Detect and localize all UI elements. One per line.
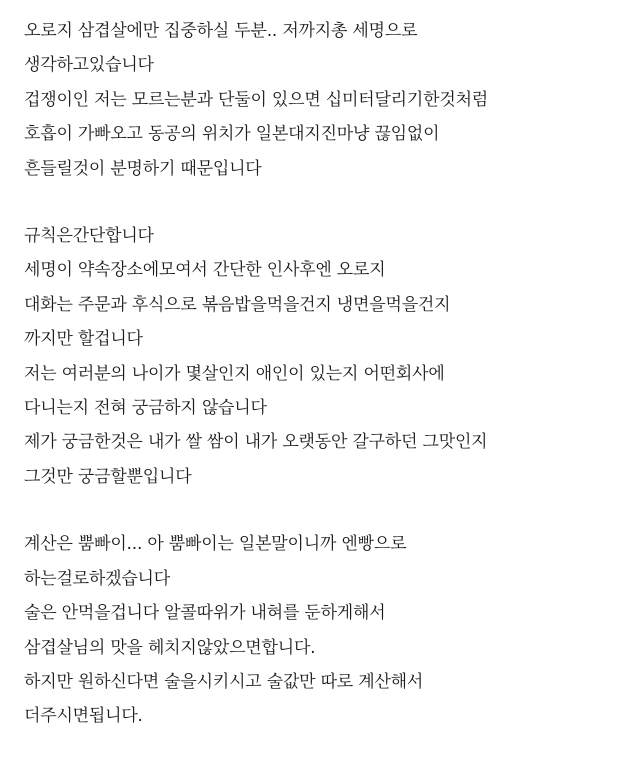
text-line: 생각하고있습니다 <box>24 55 154 76</box>
text-line: 다니는지 전혀 궁금하지 않습니다 <box>24 398 267 419</box>
text-line: 그것만 궁금할뿐입니다 <box>24 466 192 487</box>
text-line: 제가 궁금한것은 내가 쌀 쌈이 내가 오랫동안 갈구하던 그맛인지 <box>24 432 488 453</box>
text-line: 술은 안먹을겁니다 알콜따위가 내혀를 둔하게해서 <box>24 603 386 624</box>
text-line: 더주시면됩니다. <box>24 706 143 727</box>
text-line: 대화는 주문과 후식으로 볶음밥을먹을건지 냉면을먹을건지 <box>24 294 451 315</box>
text-line: 겁쟁이인 저는 모르는분과 단둘이 있으면 십미터달리기한것처럼 <box>24 89 489 110</box>
text-line: 하는걸로하겠습니다 <box>24 568 170 589</box>
paragraph-payment <box>24 527 624 733</box>
text-line: 흔들릴것이 분명하기 때문입니다 <box>24 158 262 179</box>
text-line: 까지만 할겁니다 <box>24 329 143 350</box>
text-line: 호흡이 가빠오고 동공의 위치가 일본대지진마냥 끊임없이 <box>24 124 440 145</box>
text-line: 계산은 뿜빠이... 아 뿜빠이는 일본말이니까 엔빵으로 <box>24 534 407 555</box>
post-body <box>24 14 624 767</box>
text-line: 삼겹살님의 맛을 헤치지않았으면합니다. <box>24 637 316 658</box>
paragraph-intro <box>24 14 624 186</box>
paragraph-rules <box>24 219 624 494</box>
text-line: 세명이 약속장소에모여서 간단한 인사후엔 오로지 <box>24 260 386 281</box>
text-line: 저는 여러분의 나이가 몇살인지 애인이 있는지 어떤회사에 <box>24 363 445 384</box>
text-line: 규칙은간단합니다 <box>24 226 154 247</box>
text-line: 하지만 원하신다면 술을시키시고 술값만 따로 계산해서 <box>24 671 424 692</box>
text-line: 오로지 삼겹살에만 집중하실 두분.. 저까지총 세명으로 <box>24 21 418 41</box>
